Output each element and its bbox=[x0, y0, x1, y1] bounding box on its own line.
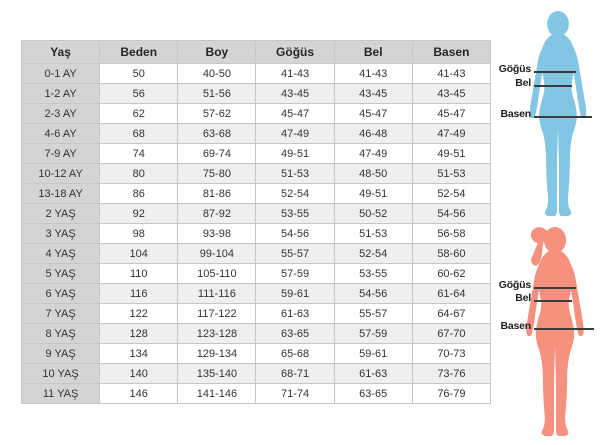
girl-hip-line-icon bbox=[534, 328, 594, 330]
waist-cell: 55-57 bbox=[334, 304, 412, 324]
boy-waist-measure bbox=[494, 77, 572, 89]
chest-cell: 55-57 bbox=[256, 244, 334, 264]
hip-cell: 61-64 bbox=[412, 284, 490, 304]
height-cell: 40-50 bbox=[178, 64, 256, 84]
boy-head bbox=[547, 11, 569, 37]
chest-cell: 47-49 bbox=[256, 124, 334, 144]
hip-cell: 73-76 bbox=[412, 364, 490, 384]
chest-cell: 45-47 bbox=[256, 104, 334, 124]
boy-hip-measure bbox=[494, 108, 592, 120]
hip-cell: 52-54 bbox=[412, 184, 490, 204]
girl-waist-line-icon bbox=[534, 300, 572, 302]
height-cell: 111-116 bbox=[178, 284, 256, 304]
chest-cell: 41-43 bbox=[256, 64, 334, 84]
size-chart-table bbox=[21, 40, 491, 404]
header-size: Beden bbox=[100, 41, 178, 64]
hip-cell: 54-56 bbox=[412, 204, 490, 224]
table-row bbox=[22, 184, 491, 204]
hip-cell: 64-67 bbox=[412, 304, 490, 324]
hip-cell: 47-49 bbox=[412, 124, 490, 144]
height-cell: 99-104 bbox=[178, 244, 256, 264]
size-cell: 92 bbox=[100, 204, 178, 224]
size-cell: 62 bbox=[100, 104, 178, 124]
header-chest: Göğüs bbox=[256, 41, 334, 64]
waist-cell: 63-65 bbox=[334, 384, 412, 404]
size-cell: 86 bbox=[100, 184, 178, 204]
age-cell: 6 YAŞ bbox=[22, 284, 100, 304]
waist-cell: 50-52 bbox=[334, 204, 412, 224]
hip-cell: 51-53 bbox=[412, 164, 490, 184]
header-hip: Basen bbox=[412, 41, 490, 64]
waist-cell: 53-55 bbox=[334, 264, 412, 284]
girl-hip-label: Basen bbox=[500, 320, 531, 332]
boy-hip-line-icon bbox=[534, 116, 592, 118]
table-row bbox=[22, 84, 491, 104]
size-cell: 98 bbox=[100, 224, 178, 244]
chest-cell: 52-54 bbox=[256, 184, 334, 204]
girl-figure-silhouette bbox=[512, 226, 598, 440]
height-cell: 105-110 bbox=[178, 264, 256, 284]
hip-cell: 56-58 bbox=[412, 224, 490, 244]
age-cell: 2-3 AY bbox=[22, 104, 100, 124]
size-cell: 50 bbox=[100, 64, 178, 84]
hip-cell: 49-51 bbox=[412, 144, 490, 164]
height-cell: 129-134 bbox=[178, 344, 256, 364]
size-cell: 140 bbox=[100, 364, 178, 384]
waist-cell: 41-43 bbox=[334, 64, 412, 84]
waist-cell: 54-56 bbox=[334, 284, 412, 304]
height-cell: 141-146 bbox=[178, 384, 256, 404]
table-row bbox=[22, 144, 491, 164]
table-row bbox=[22, 284, 491, 304]
age-cell: 10-12 AY bbox=[22, 164, 100, 184]
size-cell: 128 bbox=[100, 324, 178, 344]
height-cell: 123-128 bbox=[178, 324, 256, 344]
chest-cell: 61-63 bbox=[256, 304, 334, 324]
height-cell: 75-80 bbox=[178, 164, 256, 184]
girl-waist-measure bbox=[494, 292, 572, 304]
waist-cell: 49-51 bbox=[334, 184, 412, 204]
age-cell: 7-9 AY bbox=[22, 144, 100, 164]
girl-chest-label: Göğüs bbox=[498, 279, 531, 291]
chest-cell: 51-53 bbox=[256, 164, 334, 184]
waist-cell: 61-63 bbox=[334, 364, 412, 384]
hip-cell: 60-62 bbox=[412, 264, 490, 284]
waist-cell: 52-54 bbox=[334, 244, 412, 264]
girl-body bbox=[536, 250, 574, 436]
chest-cell: 54-56 bbox=[256, 224, 334, 244]
girl-waist-label: Bel bbox=[515, 292, 531, 304]
table-header-row bbox=[22, 41, 491, 64]
table-row bbox=[22, 164, 491, 184]
chest-cell: 43-45 bbox=[256, 84, 334, 104]
chest-cell: 63-65 bbox=[256, 324, 334, 344]
waist-cell: 48-50 bbox=[334, 164, 412, 184]
chest-cell: 53-55 bbox=[256, 204, 334, 224]
boy-chest-measure bbox=[494, 63, 576, 75]
size-cell: 122 bbox=[100, 304, 178, 324]
hip-cell: 58-60 bbox=[412, 244, 490, 264]
age-cell: 10 YAŞ bbox=[22, 364, 100, 384]
age-cell: 7 YAŞ bbox=[22, 304, 100, 324]
height-cell: 93-98 bbox=[178, 224, 256, 244]
waist-cell: 46-48 bbox=[334, 124, 412, 144]
waist-cell: 45-47 bbox=[334, 104, 412, 124]
waist-cell: 59-61 bbox=[334, 344, 412, 364]
size-cell: 68 bbox=[100, 124, 178, 144]
table-row bbox=[22, 344, 491, 364]
hip-cell: 76-79 bbox=[412, 384, 490, 404]
hip-cell: 70-73 bbox=[412, 344, 490, 364]
header-age: Yaş bbox=[22, 41, 100, 64]
chest-cell: 49-51 bbox=[256, 144, 334, 164]
height-cell: 69-74 bbox=[178, 144, 256, 164]
boy-chest-line-icon bbox=[534, 71, 576, 73]
size-cell: 74 bbox=[100, 144, 178, 164]
girl-head bbox=[544, 227, 566, 253]
height-cell: 57-62 bbox=[178, 104, 256, 124]
age-cell: 2 YAŞ bbox=[22, 204, 100, 224]
waist-cell: 47-49 bbox=[334, 144, 412, 164]
header-waist: Bel bbox=[334, 41, 412, 64]
table-row bbox=[22, 244, 491, 264]
size-cell: 104 bbox=[100, 244, 178, 264]
size-cell: 116 bbox=[100, 284, 178, 304]
height-cell: 117-122 bbox=[178, 304, 256, 324]
waist-cell: 57-59 bbox=[334, 324, 412, 344]
table-row bbox=[22, 124, 491, 144]
age-cell: 8 YAŞ bbox=[22, 324, 100, 344]
age-cell: 11 YAŞ bbox=[22, 384, 100, 404]
table-row bbox=[22, 384, 491, 404]
boy-chest-label: Göğüs bbox=[498, 63, 531, 75]
hip-cell: 45-47 bbox=[412, 104, 490, 124]
height-cell: 87-92 bbox=[178, 204, 256, 224]
table-row bbox=[22, 224, 491, 244]
chest-cell: 59-61 bbox=[256, 284, 334, 304]
girl-chest-line-icon bbox=[534, 287, 576, 289]
height-cell: 135-140 bbox=[178, 364, 256, 384]
age-cell: 0-1 AY bbox=[22, 64, 100, 84]
girl-chest-measure bbox=[494, 279, 576, 291]
girl-hip-measure bbox=[494, 320, 594, 332]
size-cell: 134 bbox=[100, 344, 178, 364]
hip-cell: 67-70 bbox=[412, 324, 490, 344]
table-row bbox=[22, 204, 491, 224]
age-cell: 5 YAŞ bbox=[22, 264, 100, 284]
chest-cell: 68-71 bbox=[256, 364, 334, 384]
age-cell: 1-2 AY bbox=[22, 84, 100, 104]
table-row bbox=[22, 304, 491, 324]
boy-body bbox=[539, 34, 577, 216]
table-row bbox=[22, 64, 491, 84]
chest-cell: 71-74 bbox=[256, 384, 334, 404]
boy-waist-label: Bel bbox=[515, 77, 531, 89]
table-row bbox=[22, 324, 491, 344]
header-height: Boy bbox=[178, 41, 256, 64]
boy-hip-label: Basen bbox=[500, 108, 531, 120]
waist-cell: 51-53 bbox=[334, 224, 412, 244]
age-cell: 9 YAŞ bbox=[22, 344, 100, 364]
age-cell: 4 YAŞ bbox=[22, 244, 100, 264]
size-cell: 80 bbox=[100, 164, 178, 184]
hip-cell: 41-43 bbox=[412, 64, 490, 84]
boy-waist-line-icon bbox=[534, 85, 572, 87]
table-row bbox=[22, 104, 491, 124]
size-cell: 146 bbox=[100, 384, 178, 404]
height-cell: 63-68 bbox=[178, 124, 256, 144]
height-cell: 51-56 bbox=[178, 84, 256, 104]
table-row bbox=[22, 364, 491, 384]
age-cell: 13-18 AY bbox=[22, 184, 100, 204]
chest-cell: 65-68 bbox=[256, 344, 334, 364]
waist-cell: 43-45 bbox=[334, 84, 412, 104]
size-cell: 56 bbox=[100, 84, 178, 104]
size-cell: 110 bbox=[100, 264, 178, 284]
hip-cell: 43-45 bbox=[412, 84, 490, 104]
chest-cell: 57-59 bbox=[256, 264, 334, 284]
age-cell: 4-6 AY bbox=[22, 124, 100, 144]
table-row bbox=[22, 264, 491, 284]
age-cell: 3 YAŞ bbox=[22, 224, 100, 244]
height-cell: 81-86 bbox=[178, 184, 256, 204]
